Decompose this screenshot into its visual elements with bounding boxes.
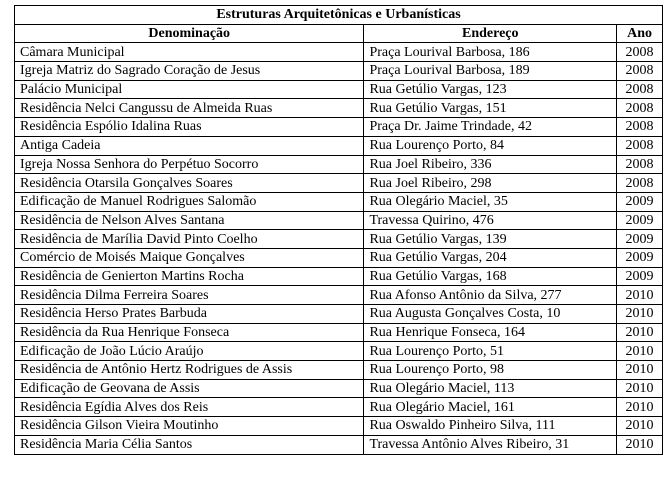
address-cell: Rua Afonso Antônio da Silva, 277 <box>364 286 617 305</box>
header-row <box>15 24 663 43</box>
year-cell: 2008 <box>617 155 663 174</box>
table-row <box>15 435 663 454</box>
year-cell: 2008 <box>617 118 663 137</box>
name-cell: Câmara Municipal <box>15 43 364 62</box>
year-cell: 2010 <box>617 398 663 417</box>
year-cell: 2008 <box>617 43 663 62</box>
address-cell: Rua Henrique Fonseca, 164 <box>364 323 617 342</box>
year-cell: 2010 <box>617 286 663 305</box>
name-cell: Residência Maria Célia Santos <box>15 435 364 454</box>
name-cell: Residência de Marília David Pinto Coelho <box>15 230 364 249</box>
name-cell: Comércio de Moisés Maique Gonçalves <box>15 248 364 267</box>
address-cell: Praça Dr. Jaime Trindade, 42 <box>364 118 617 137</box>
table-title: Estruturas Arquitetônicas e Urbanísticas <box>15 6 663 25</box>
address-cell: Rua Lourenço Porto, 84 <box>364 136 617 155</box>
table-row <box>15 342 663 361</box>
name-cell: Residência da Rua Henrique Fonseca <box>15 323 364 342</box>
year-cell: 2010 <box>617 342 663 361</box>
title-row <box>15 6 663 25</box>
address-cell: Rua Olegário Maciel, 35 <box>364 192 617 211</box>
name-cell: Residência Otarsila Gonçalves Soares <box>15 174 364 193</box>
table-row <box>15 43 663 62</box>
name-cell: Residência de Nelson Alves Santana <box>15 211 364 230</box>
table-row <box>15 230 663 249</box>
year-cell: 2010 <box>617 305 663 324</box>
address-cell: Rua Olegário Maciel, 161 <box>364 398 617 417</box>
address-cell: Rua Joel Ribeiro, 336 <box>364 155 617 174</box>
name-cell: Edificação de Manuel Rodrigues Salomão <box>15 192 364 211</box>
name-cell: Residência de Antônio Hertz Rodrigues de Assis <box>15 361 364 380</box>
address-cell: Rua Augusta Gonçalves Costa, 10 <box>364 305 617 324</box>
address-cell: Rua Getúlio Vargas, 168 <box>364 267 617 286</box>
table-row <box>15 136 663 155</box>
year-cell: 2009 <box>617 230 663 249</box>
year-cell: 2010 <box>617 361 663 380</box>
table-row <box>15 80 663 99</box>
address-cell: Rua Lourenço Porto, 98 <box>364 361 617 380</box>
year-cell: 2008 <box>617 62 663 81</box>
year-cell: 2009 <box>617 267 663 286</box>
address-cell: Rua Getúlio Vargas, 204 <box>364 248 617 267</box>
table-row <box>15 211 663 230</box>
address-cell: Praça Lourival Barbosa, 189 <box>364 62 617 81</box>
table-row <box>15 174 663 193</box>
table-row <box>15 286 663 305</box>
table-row <box>15 398 663 417</box>
year-cell: 2008 <box>617 136 663 155</box>
address-cell: Rua Getúlio Vargas, 151 <box>364 99 617 118</box>
year-cell: 2008 <box>617 174 663 193</box>
header-year: Ano <box>617 24 663 43</box>
year-cell: 2009 <box>617 211 663 230</box>
year-cell: 2010 <box>617 435 663 454</box>
header-address: Endereço <box>364 24 617 43</box>
name-cell: Residência de Genierton Martins Rocha <box>15 267 364 286</box>
table-row <box>15 62 663 81</box>
year-cell: 2010 <box>617 323 663 342</box>
year-cell: 2008 <box>617 80 663 99</box>
header-name: Denominação <box>15 24 364 43</box>
table-row <box>15 248 663 267</box>
year-cell: 2008 <box>617 99 663 118</box>
heritage-table <box>14 5 663 455</box>
name-cell: Residência Nelci Cangussu de Almeida Ruas <box>15 99 364 118</box>
name-cell: Residência Gilson Vieira Moutinho <box>15 417 364 436</box>
table-row <box>15 99 663 118</box>
table-row <box>15 417 663 436</box>
table-row <box>15 305 663 324</box>
table-row <box>15 323 663 342</box>
table-row <box>15 192 663 211</box>
address-cell: Travessa Quirino, 476 <box>364 211 617 230</box>
name-cell: Edificação de Geovana de Assis <box>15 379 364 398</box>
name-cell: Residência Dilma Ferreira Soares <box>15 286 364 305</box>
address-cell: Rua Olegário Maciel, 113 <box>364 379 617 398</box>
name-cell: Residência Egídia Alves dos Reis <box>15 398 364 417</box>
address-cell: Rua Getúlio Vargas, 139 <box>364 230 617 249</box>
year-cell: 2010 <box>617 379 663 398</box>
year-cell: 2010 <box>617 417 663 436</box>
address-cell: Rua Oswaldo Pinheiro Silva, 111 <box>364 417 617 436</box>
address-cell: Rua Lourenço Porto, 51 <box>364 342 617 361</box>
table-row <box>15 155 663 174</box>
address-cell: Praça Lourival Barbosa, 186 <box>364 43 617 62</box>
name-cell: Residência Herso Prates Barbuda <box>15 305 364 324</box>
table-row <box>15 379 663 398</box>
name-cell: Edificação de João Lúcio Araújo <box>15 342 364 361</box>
table-row <box>15 361 663 380</box>
table-row <box>15 267 663 286</box>
name-cell: Palácio Municipal <box>15 80 364 99</box>
table-row <box>15 118 663 137</box>
name-cell: Igreja Matriz do Sagrado Coração de Jesus <box>15 62 364 81</box>
address-cell: Travessa Antônio Alves Ribeiro, 31 <box>364 435 617 454</box>
name-cell: Residência Espólio Idalina Ruas <box>15 118 364 137</box>
name-cell: Antiga Cadeia <box>15 136 364 155</box>
address-cell: Rua Getúlio Vargas, 123 <box>364 80 617 99</box>
year-cell: 2009 <box>617 248 663 267</box>
address-cell: Rua Joel Ribeiro, 298 <box>364 174 617 193</box>
year-cell: 2009 <box>617 192 663 211</box>
name-cell: Igreja Nossa Senhora do Perpétuo Socorro <box>15 155 364 174</box>
